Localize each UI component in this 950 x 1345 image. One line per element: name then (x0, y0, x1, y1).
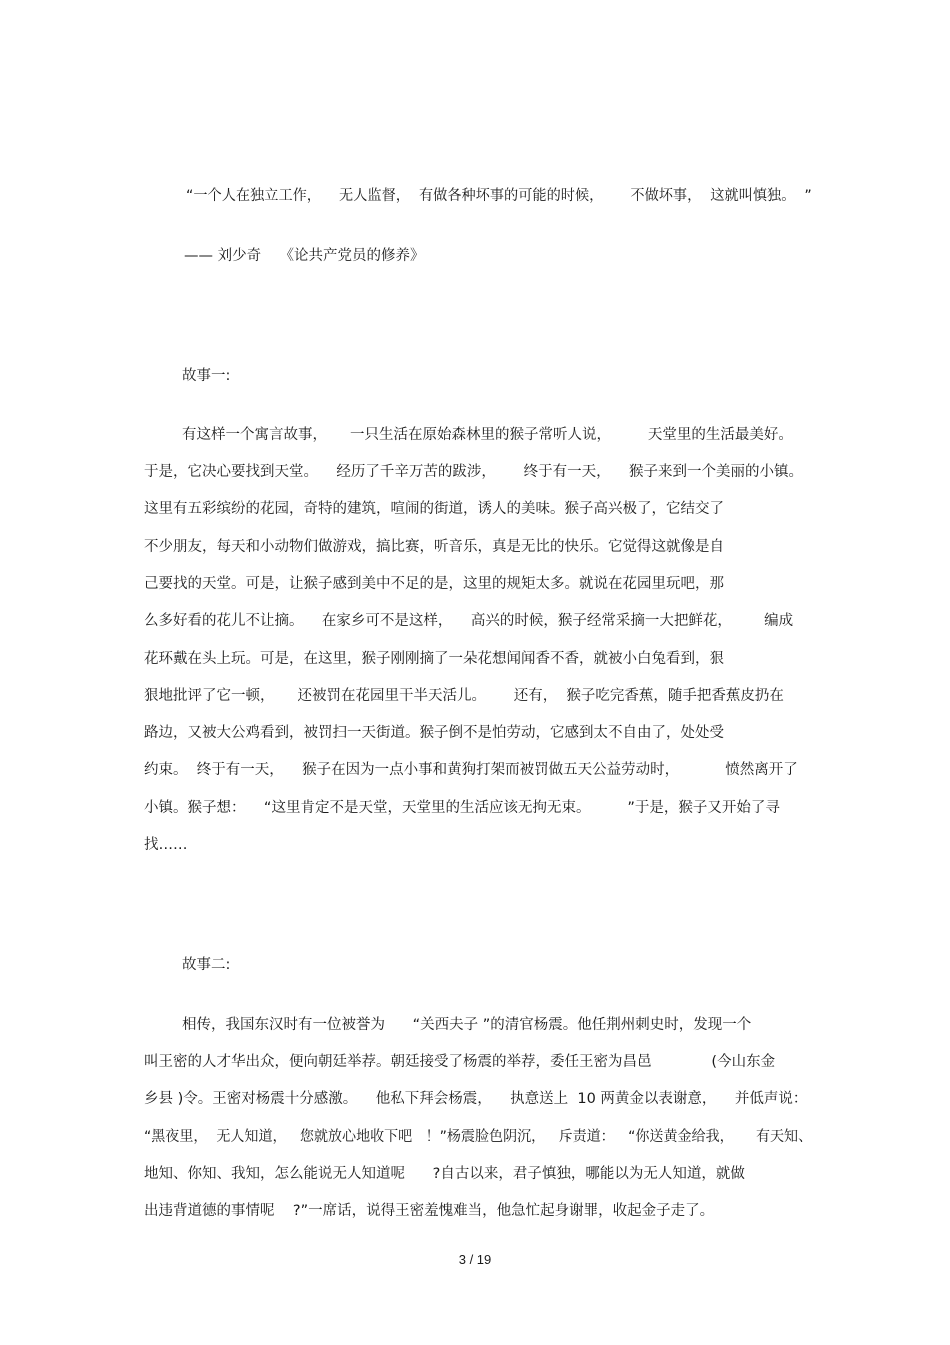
story2-line: 地知、你知、我知，怎么能说无人知道呢 ?自古以来，君子慎独，哪能以为无人知道，就做 (144, 1166, 745, 1182)
quote-source: —— 刘少奇 《论共产党员的修养》 (184, 248, 425, 264)
story1-line: 找…… (144, 837, 188, 853)
story1-line: 有这样一个寓言故事， 一只生活在原始森林里的猴子常听人说， 天堂里的生活最美好。 (182, 427, 793, 443)
story1-line: 小镇。猴子想： “这里肯定不是天堂，天堂里的生活应该无拘无束。 ”于是，猴子又开始了寻 (144, 800, 780, 816)
story2-line: 出违背道德的事情呢 ?”一席话，说得王密羞愧难当，他急忙起身谢罪，收起金子走了。 (144, 1203, 715, 1219)
story2-line: “黑夜里， 无人知道， 您就放心地收下吧 ！”杨震脸色阴沉， 斥责道： “你送黄金给我， 有天知、 (144, 1129, 813, 1145)
story1-line: 于是，它决心要找到天堂。 经历了千辛万苦的跋涉， 终于有一天， 猴子来到一个美丽的小镇。 (144, 464, 804, 480)
story2-line: 相传，我国东汉时有一位被誉为 “关西夫子 ”的清官杨震。他任荆州刺史时，发现一个 (182, 1017, 752, 1033)
story1-line: 己要找的天堂。可是，让猴子感到美中不足的是，这里的规矩太多。就说在花园里玩吧，那 (144, 576, 724, 592)
story1-line: 么多好看的花儿不让摘。 在家乡可不是这样， 高兴的时候，猴子经常采摘一大把鲜花， 编成 (144, 613, 794, 629)
story1-line: 狠地批评了它一顿， 还被罚在花园里干半天活儿。 还有， 猴子吃完香蕉，随手把香蕉皮扔在 (144, 688, 784, 704)
story2-line: 叫王密的人才华出众，便向朝廷举荐。朝廷接受了杨震的举荐，委任王密为昌邑 (今山东金 (144, 1054, 776, 1070)
story2-line: 乡县 )令。王密对杨震十分感激。 他私下拜会杨震， 执意送上 10 两黄金以表谢意， 并低声说： (144, 1091, 808, 1107)
story1-line: 不少朋友，每天和小动物们做游戏，搞比赛，听音乐，真是无比的快乐。它觉得这就像是自 (144, 539, 724, 555)
page-number: 3 / 19 (458, 1252, 492, 1267)
story1-line: 路边，又被大公鸡看到，被罚扫一天街道。猴子倒不是怕劳动，它感到太不自由了，处处受 (144, 725, 724, 741)
story1-heading: 故事一: (182, 368, 231, 384)
story1-line: 花环戴在头上玩。可是，在这里，猴子刚刚摘了一朵花想闻闻香不香，就被小白兔看到，狠 (144, 651, 724, 667)
story1-line: 这里有五彩缤纷的花园，奇特的建筑，喧闹的街道，诱人的美味。猴子高兴极了，它结交了 (144, 501, 724, 517)
story1-line: 约束。 终于有一天， 猴子在因为一点小事和黄狗打架而被罚做五天公益劳动时， 愤然离开了 (144, 762, 798, 778)
quote-text: “一个人在独立工作， 无人监督， 有做各种坏事的可能的时候， 不做坏事， 这就叫慎独。 ” (186, 188, 812, 204)
story2-heading: 故事二: (182, 957, 231, 973)
